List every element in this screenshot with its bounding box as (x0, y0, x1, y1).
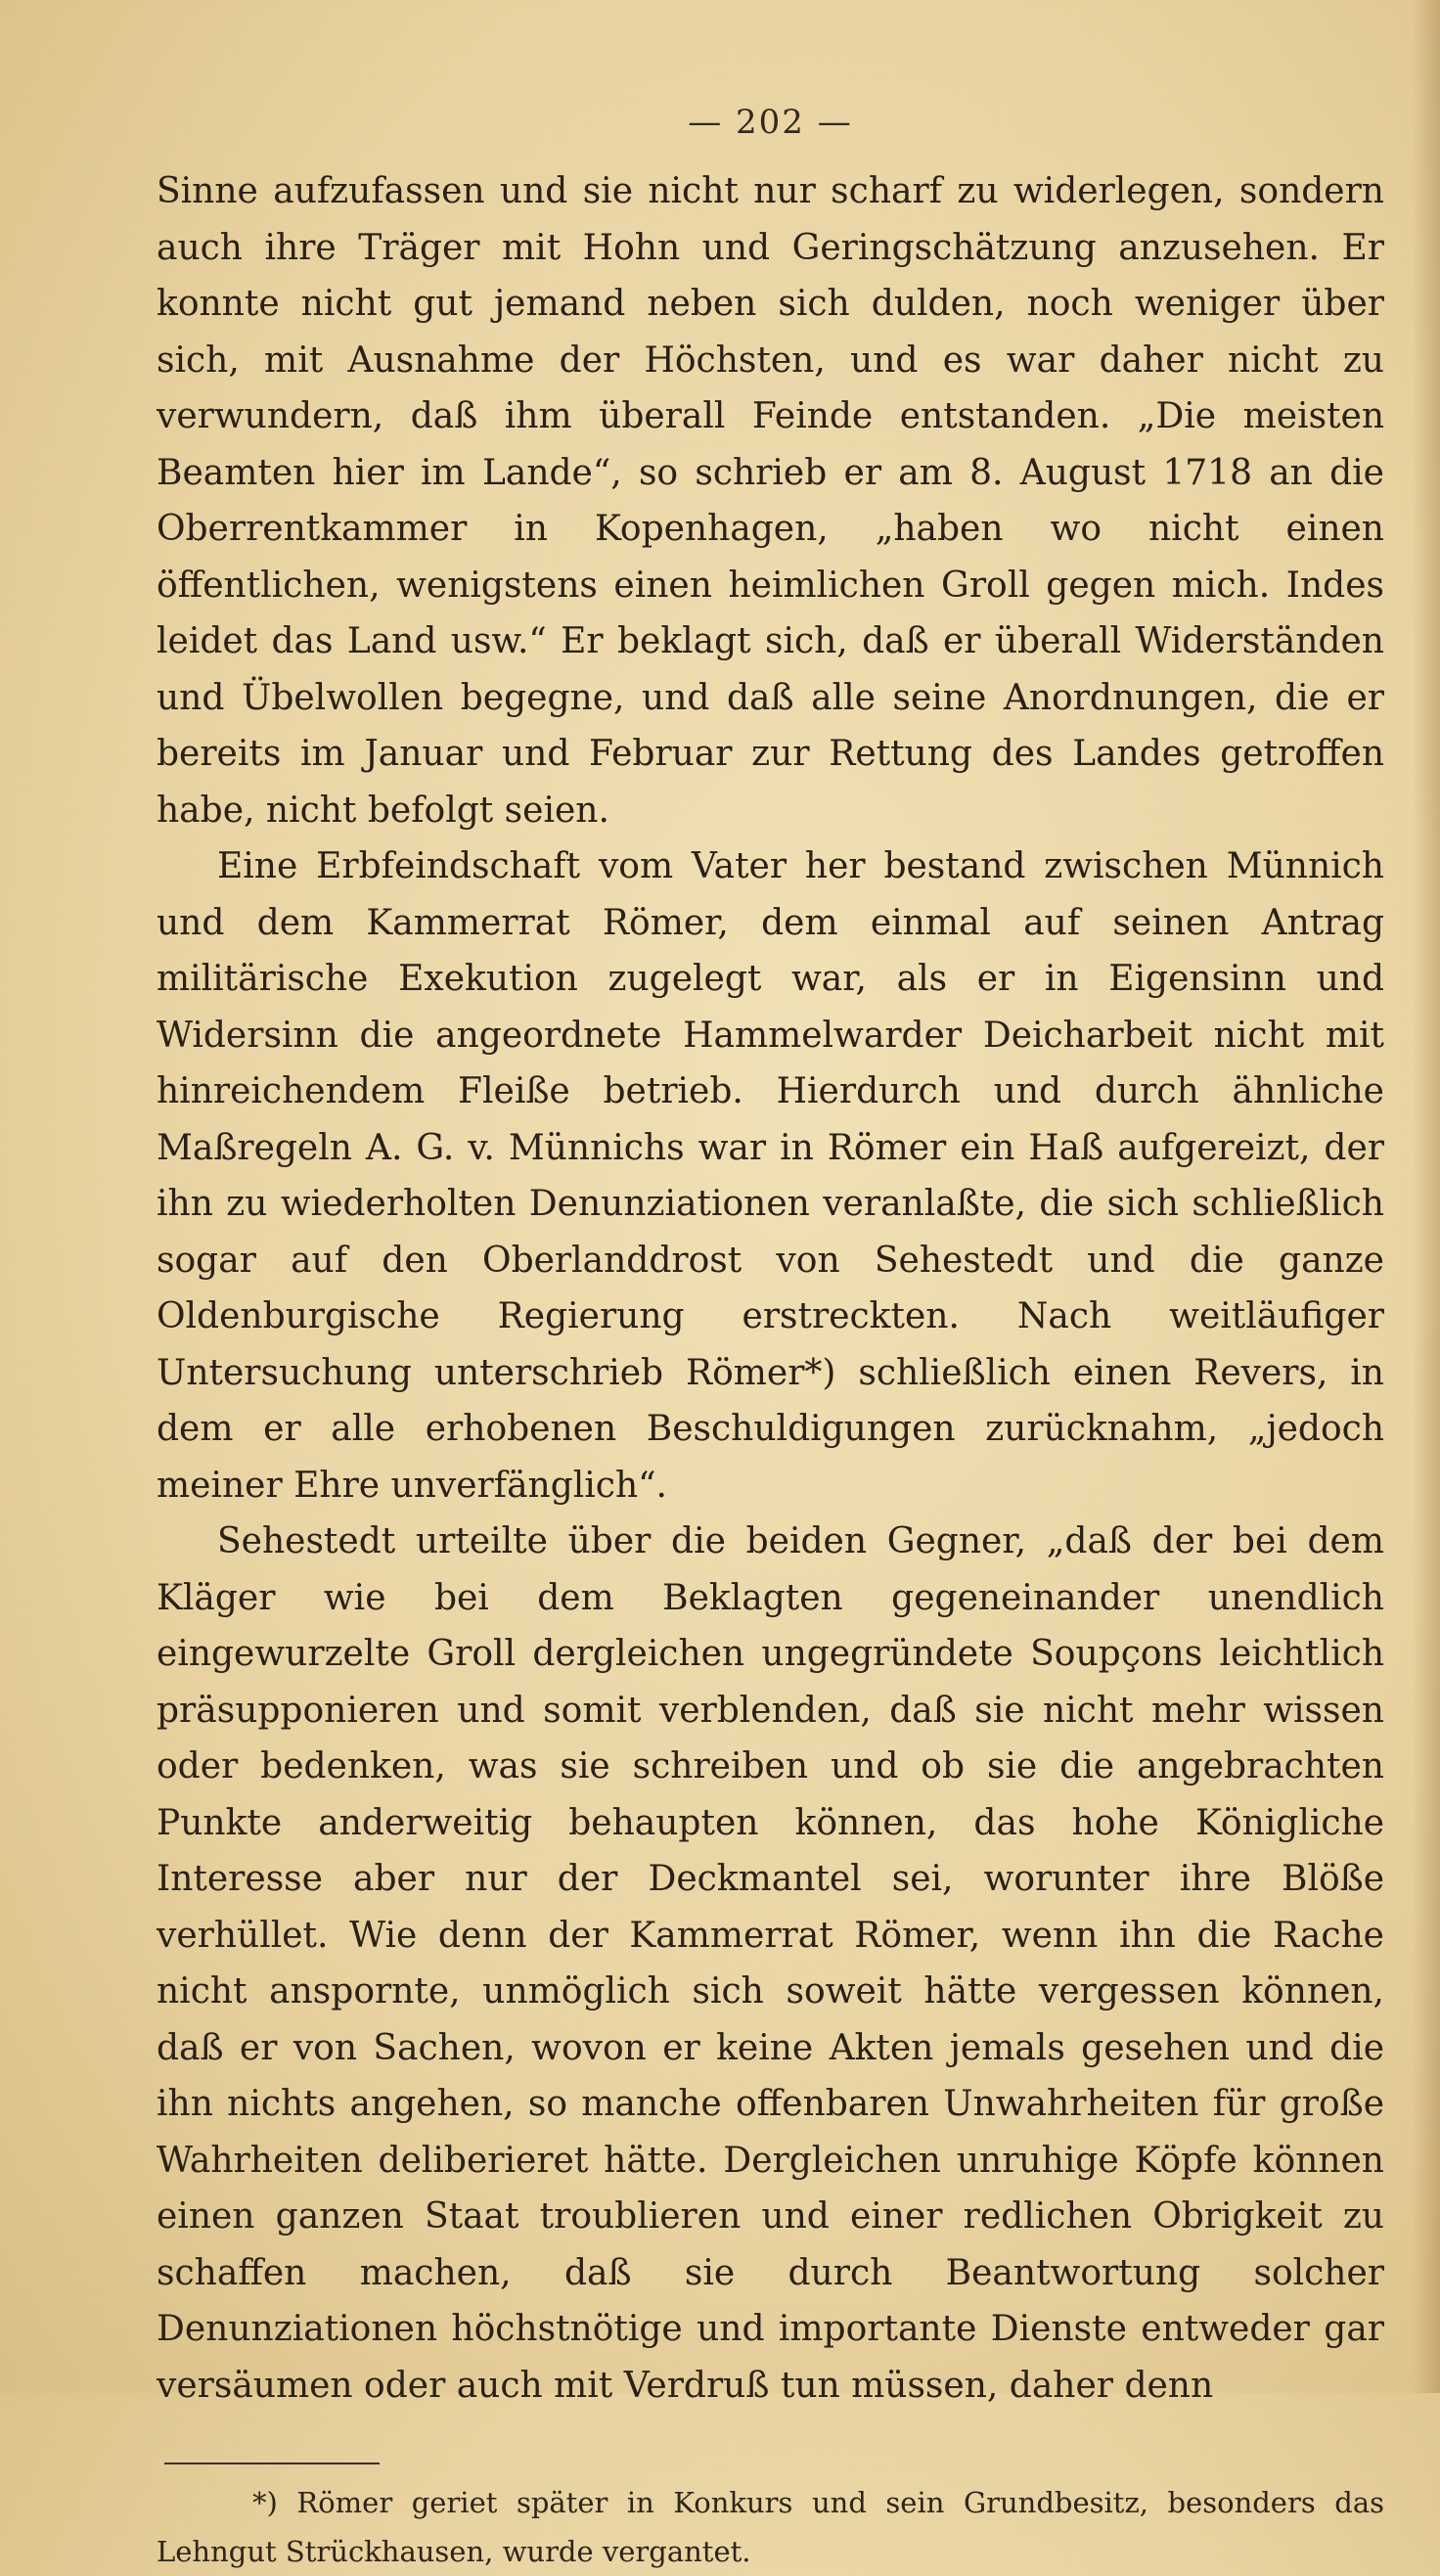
page-number: — 202 — (688, 103, 853, 142)
body-text (157, 163, 1384, 2414)
book-page (157, 103, 1384, 2576)
paragraph-2: Eine Erbfeindschaft vom Vater her bestand zwischen Münnich und dem Kammerrat Römer, dem einmal auf seinen Antrag militärische Exekution zugelegt war, als er in Eigensinn und Widersinn die angeordnete Hammelwarder Deicharbeit nicht mit hinreichendem Fleiße betrieb. Hierdurch und durch ähnliche Maßregeln A. G. v. Münnichs war in Römer ein Haß aufgereizt, der ihn zu wiederholten Denunziationen veranlaßte, die sich schließlich sogar auf den Oberlanddrost von Sehestedt und die ganze Oldenburgische Regierung erstreckten. Nach weitläufiger Untersuchung unterschrieb Römer*) schließlich einen Revers, in dem er alle erhobenen Beschuldigungen zurücknahm, „jedoch meiner Ehre unverfänglich“. (157, 846, 1384, 1506)
footnote: *) Römer geriet später in Konkurs und sein Grundbesitz, besonders das Lehngut Strückhausen, wurde vergantet. (157, 2486, 1384, 2568)
paragraph-1: Sinne aufzufassen und sie nicht nur scharf zu widerlegen, sondern auch ihre Träger mit Hohn und Geringschätzung anzusehen. Er konnte nicht gut jemand neben sich dulden, noch weniger über sich, mit Ausnahme der Höchsten, und es war daher nicht zu verwundern, daß ihm überall Feinde entstanden. „Die meisten Beamten hier im Lande“, so schrieb er am 8. August 1718 an die Oberrentkammer in Kopenhagen, „haben wo nicht einen öffentlichen, wenigstens einen heimlichen Groll gegen mich. Indes leidet das Land usw.“ Er beklagt sich, daß er überall Widerständen und Übelwollen begegne, und daß alle seine Anordnungen, die er bereits im Januar und Februar zur Rettung des Landes getroffen habe, nicht befolgt seien. (157, 171, 1384, 831)
page-edge-shadow (1413, 0, 1440, 2393)
paragraph-3: Sehestedt urteilte über die beiden Gegner, „daß der bei dem Kläger wie bei dem Beklagten gegeneinander unendlich eingewurzelte Groll dergleichen ungegründete Soupçons leichtlich präsupponieren und somit verblenden, daß sie nicht mehr wissen oder bedenken, was sie schreiben und ob sie die angebrachten Punkte anderweitig behaupten können, das hohe Königliche Interesse aber nur der Deckmantel sei, worunter ihre Blöße verhüllet. Wie denn der Kammerrat Römer, wenn ihn die Rache nicht anspornte, unmöglich sich soweit hätte vergessen können, daß er von Sachen, wovon er keine Akten jemals gesehen und die ihn nichts angehen, so manche offenbaren Unwahrheiten für große Wahrheiten deliberieret hätte. Dergleichen unruhige Köpfe können einen ganzen Staat troublieren und einer redlichen Obrigkeit zu schaffen machen, daß sie durch Beantwortung solcher Denunziationen höchstnötige und importante Dienste entweder gar versäumen oder auch mit Verdruß tun müssen, daher denn (157, 1521, 1384, 2406)
footnote-divider (164, 2463, 380, 2464)
